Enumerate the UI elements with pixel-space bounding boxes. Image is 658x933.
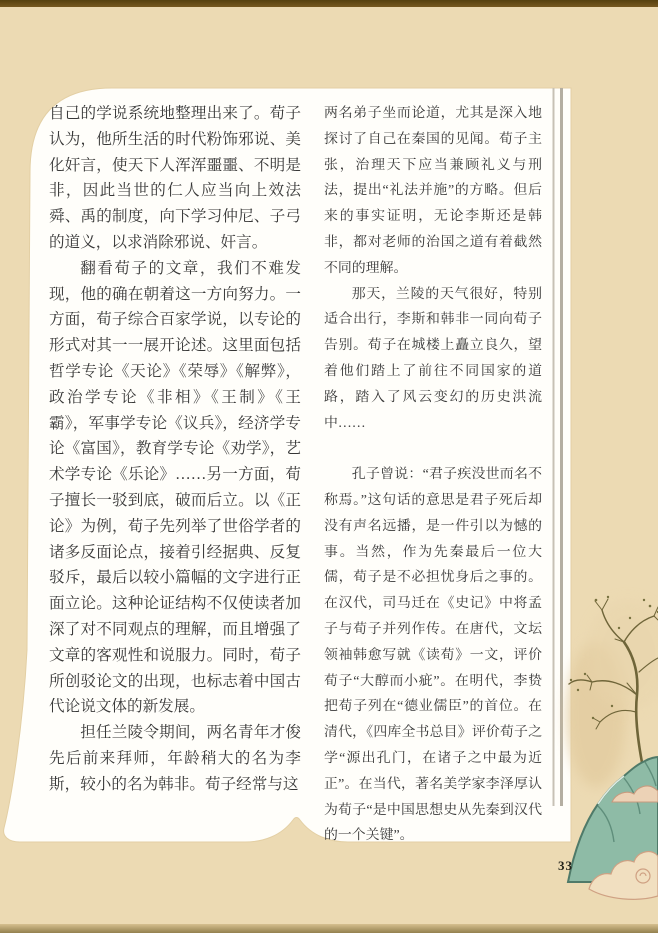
paragraph: 两名弟子坐而论道，尤其是深入地探讨了自己在秦国的见闻。荀子主张，治理天下应当兼顾礼义与刑法，提出“礼法并施”的方略。但后来的事实证明，无论李斯还是韩非，都对老师的治国之道有着截然不同的理解。 (324, 106, 542, 276)
page-number: 33 (558, 858, 573, 873)
paragraph: 孔子曾说：“君子疾没世而名不称焉。”这句话的意思是君子死后却没有声名远播，是一件引以为憾的事。当然，作为先秦最后一位大儒，荀子是不必担忧身后之事的。在汉代，司马迁在《史记》中将孟子与荀子并列作传。在唐代，文坛领袖韩愈写就《读荀》一文，评价荀子“大醇而小疵”。在明代，李贽把荀子列在“德业儒臣”的首位。在清代，《四库全书总目》评价荀子之学“源出孔门，在诸子之中最为近正”。在当代，著名美学家李泽厚认为荀子“是中国思想史从先秦到汉代的一个关键”。 (324, 467, 542, 844)
text-column-left (49, 101, 301, 798)
text-column-right (324, 101, 542, 849)
paragraph: 担任兰陵令期间，两名青年才俊先后前来拜师，年龄稍大的名为李斯，较小的名为韩非。荀子经常与这 (49, 724, 301, 793)
paragraph: 自己的学说系统地整理出来了。荀子认为，他所生活的时代粉饰邪说、美化奸言，使天下人浑浑噩噩、不明是非，因此当世的仁人应当向上效法舜、禹的制度，向下学习仲尼、子弓的道义，以求消除邪说、奸言。 (49, 105, 301, 251)
book-bottom-edge (0, 924, 658, 933)
paragraph: 翻看荀子的文章，我们不难发现，他的确在朝着这一方向努力。一方面，荀子综合百家学说，以专论的形式对其一一展开论述。这里面包括哲学专论《天论》《荣辱》《解弊》，政治学专论《非相》《王制》《王霸》，军事学专论《议兵》，经济学专论《富国》，教育学专论《劝学》，艺术学专论《乐论》……另一方面，荀子擅长一驳到底，破而后立。以《正论》为例，荀子先列举了世俗学者的诸多反面论点，接着引经据典、反复驳斥，最后以较小篇幅的文字进行正面立论。这种论证结构不仅使读者加深了对不同观点的理解，而且增强了文章的客观性和说服力。同时，荀子所创驳论文的出现，也标志着中国古代论说文体的新发展。 (49, 259, 301, 716)
paragraph: 那天，兰陵的天气很好，特别适合出行，李斯和韩非一同向荀子告别。荀子在城楼上矗立良久，望着他们踏上了前往不同国家的道路，踏入了风云变幻的历史洪流中…… (324, 286, 542, 431)
landscape-painting (566, 596, 658, 900)
